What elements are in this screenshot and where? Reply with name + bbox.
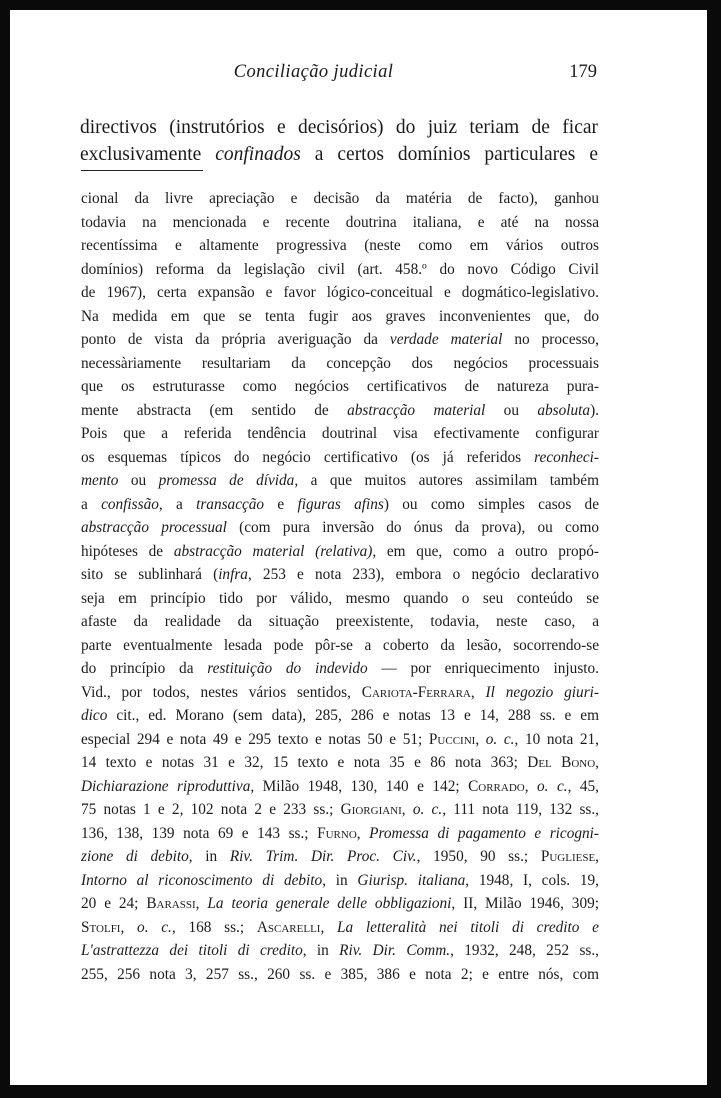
footnote-line-segment: , II, Milão 1946, 309;: [451, 895, 599, 912]
footnote-line-segment: de 1967), certa expansão e favor lógico-conceitual e dogmático-legislativo.: [81, 284, 599, 301]
footnote-line-segment: a: [81, 495, 102, 513]
footnote-line-segment: verdade material: [389, 331, 503, 348]
footnote-line: [81, 963, 599, 987]
footnote-line-segment: ,: [524, 777, 538, 795]
footnote-line-segment: Na medida em que se tenta fugir aos graves inconvenientes que, do: [81, 307, 599, 325]
footnote-line-segment: Corrado: [468, 777, 525, 795]
footnote-line-segment: , 168 ss.;: [171, 918, 257, 936]
footnote-line-segment: figuras afins: [297, 495, 384, 513]
footnote-line-segment: ,: [356, 824, 370, 842]
body-line-segment: a certos domínios particulares e: [300, 144, 598, 165]
footnote-line-segment: do princípio da: [81, 660, 208, 677]
page-number: 179: [569, 62, 597, 82]
footnote-line-segment: , a: [158, 495, 197, 513]
footnote-line: [81, 916, 599, 940]
footnote-line-segment: — por enriquecimento injusto.: [367, 660, 600, 677]
footnote-line-segment: parte eventualmente lesada pode pôr-se a coberto da lesão, socorrendo-se: [81, 636, 599, 654]
footnote-line-segment: zione di debito: [81, 848, 189, 865]
footnote-line-segment: , 45,: [567, 777, 599, 795]
footnote-line-segment: ,: [195, 895, 208, 912]
footnote-line: [81, 939, 599, 963]
body-line-segment: directivos (instrutórios e decisórios) do juiz teriam de ficar: [80, 117, 598, 138]
footnote-line-segment: Cariota-Ferrara: [361, 683, 471, 701]
footnote: [81, 187, 599, 986]
footnote-line-segment: o. c.: [412, 801, 443, 818]
footnote-line-segment: infra: [218, 566, 248, 583]
footnote-line-segment: promessa de dívida: [158, 472, 295, 489]
footnote-line: [81, 305, 599, 329]
footnote-line: [81, 775, 599, 799]
body-line: [80, 141, 598, 168]
running-title: Conciliação judicial: [233, 62, 394, 82]
footnote-line-segment: todavia na mencionada e recente doutrina italiana, e até na nossa: [81, 213, 599, 231]
footnote-line-segment: Promessa di pagamento e ricogni-: [369, 824, 599, 842]
footnote-line-segment: especial 294 e nota 49 e 295 texto e notas 50 e 51;: [81, 730, 429, 748]
footnote-line-segment: mento: [81, 472, 119, 489]
footnote-line-segment: confissão: [101, 495, 159, 513]
footnote-line-segment: transacção: [196, 495, 265, 513]
footnote-line-segment: (com pura inversão do ónus da prova), ou como: [226, 519, 600, 536]
footnote-line: [81, 845, 599, 869]
footnote-line: [81, 822, 599, 846]
footnote-line-segment: , 1932, 248, 252 ss.,: [450, 942, 600, 959]
body-line: [80, 114, 598, 141]
footnote-line: [81, 234, 599, 258]
footnote-line-segment: ,: [401, 801, 413, 818]
footnote-line-segment: Intorno al riconoscimento di debito: [81, 871, 323, 889]
footnote-line-segment: Furno: [317, 824, 357, 842]
footnote-line-segment: , 253 e nota 233), embora o negócio declarativo: [247, 566, 599, 583]
footnote-line-segment: Dichiarazione riproduttiva: [81, 777, 251, 795]
footnote-line-segment: ,: [470, 683, 486, 701]
main-text: [80, 114, 598, 168]
footnote-line: [81, 399, 599, 423]
footnote-line-segment: Pugliese: [540, 848, 596, 865]
footnote-line: [81, 657, 599, 681]
footnote-line-segment: , in: [322, 871, 358, 889]
footnote-line-segment: restituição do indevido: [207, 660, 368, 677]
footnote-line-segment: Vid., por todos, nestes vários sentidos,: [81, 683, 362, 701]
footnote-line: [81, 681, 599, 705]
body-line-segment: confinados: [215, 144, 301, 165]
footnote-line-segment: ,: [595, 754, 599, 771]
footnote-line: [81, 258, 599, 282]
footnote-line-segment: reconheci-: [534, 448, 599, 466]
footnote-line-segment: , 1950, 90 ss.;: [416, 848, 541, 865]
footnote-line-segment: ponto de vista da própria averiguação da: [81, 331, 390, 348]
footnote-line: [81, 869, 599, 893]
footnote-line-segment: 75 notas 1 e 2, 102 nota 2 e 233 ss.;: [81, 801, 341, 818]
footnote-line-segment: necessàriamente resultariam da concepção dos negócios processuais: [81, 354, 599, 372]
footnote-line-segment: e: [264, 495, 298, 513]
footnote-line-segment: dico: [81, 707, 108, 724]
footnote-divider: [81, 170, 203, 171]
footnote-line-segment: 255, 256 nota 3, 257 ss., 260 ss. e 385, 386 e nota 2; e entre nós, com: [81, 965, 599, 983]
footnote-line-segment: , in: [302, 942, 340, 959]
footnote-line-segment: L'astrattezza dei titoli di credito: [81, 942, 303, 959]
footnote-line-segment: hipóteses de: [81, 542, 174, 560]
footnote-line-segment: , em que, como a outro propó-: [372, 542, 599, 560]
footnote-line-segment: 20 e 24;: [81, 895, 147, 912]
footnote-line: [81, 352, 599, 376]
footnote-line-segment: absoluta: [537, 401, 591, 419]
footnote-line-segment: abstracção material: [347, 401, 486, 419]
footnote-line: [81, 610, 599, 634]
footnote-line-segment: no processo,: [502, 331, 600, 348]
footnote-line-segment: ,: [120, 918, 138, 936]
footnote-line-segment: Giurisp. italiana: [357, 871, 466, 889]
footnote-line-segment: La teoria generale delle obbligazioni: [207, 895, 452, 912]
footnote-line-segment: Giorgiani: [340, 801, 402, 818]
footnote-line-segment: Riv. Trim. Dir. Proc. Civ.: [229, 848, 417, 865]
footnote-line-segment: , 10 nota 21,: [514, 730, 599, 748]
footnote-line: [81, 375, 599, 399]
footnote-line: [81, 587, 599, 611]
footnote-line: [81, 540, 599, 564]
footnote-line-segment: afaste da realidade da situação preexistente, todavia, neste caso, a: [81, 613, 599, 630]
footnote-line: [81, 634, 599, 658]
footnote-line-segment: domínios) reforma da legislação civil (art. 458.º do novo Código Civil: [81, 260, 599, 278]
footnote-line-segment: seja em princípio tido por válido, mesmo quando o seu conteúdo se: [81, 589, 599, 607]
footnote-line-segment: , in: [188, 848, 230, 865]
footnote-line-segment: ,: [595, 848, 599, 865]
footnote-line-segment: o. c.: [137, 918, 172, 936]
footnote-line: [81, 493, 599, 517]
footnote-line-segment: Del Bono: [527, 754, 596, 771]
footnote-line-segment: abstracção material (relativa): [173, 542, 373, 560]
footnote-line-segment: La letteralità nei titoli di credito e: [337, 918, 599, 936]
footnote-line: [81, 728, 599, 752]
footnote-line-segment: o. c.: [537, 777, 568, 795]
footnote-line: [81, 422, 599, 446]
footnote-line: [81, 328, 599, 352]
footnote-line-segment: ou: [118, 472, 159, 489]
footnote-line: [81, 187, 599, 211]
footnote-line-segment: recentíssima e altamente progressiva (neste como em vários outros: [81, 237, 599, 254]
footnote-line-segment: mente abstracta (em sentido de: [81, 401, 348, 419]
footnote-line-segment: o. c.: [485, 730, 515, 748]
footnote-line-segment: cit., ed. Morano (sem data), 285, 286 e notas 13 e 14, 288 ss. e em: [107, 707, 599, 724]
footnote-line-segment: Il negozio giuri-: [485, 683, 599, 701]
footnote-line-segment: Barassi: [146, 895, 196, 912]
footnote-line: [81, 704, 599, 728]
page-header: [10, 62, 707, 92]
footnote-line-segment: ,: [320, 918, 338, 936]
footnote-line-segment: Ascarelli: [256, 918, 321, 936]
footnote-line-segment: cional da livre apreciação e decisão da matéria de facto), ganhou: [81, 190, 599, 207]
body-line-segment: exclusivamente: [80, 144, 216, 165]
footnote-line-segment: ) ou como simples casos de: [383, 495, 599, 513]
footnote-line-segment: Stolfi: [81, 918, 121, 936]
footnote-line: [81, 798, 599, 822]
footnote-line-segment: 14 texto e notas 31 e 32, 15 texto e nota 35 e 86 nota 363;: [81, 754, 528, 771]
footnote-line-segment: abstracção processual: [81, 519, 227, 536]
footnote-line: [81, 281, 599, 305]
footnote-line-segment: Pois que a referida tendência doutrinal visa efectivamente configurar: [81, 425, 599, 442]
footnote-line-segment: , 1948, I, cols. 19,: [465, 871, 599, 889]
footnote-line-segment: , Milão 1948, 130, 140 e 142;: [250, 777, 469, 795]
footnote-line-segment: , a que muitos autores assimilam também: [294, 472, 599, 489]
footnote-line: [81, 892, 599, 916]
book-page: [10, 10, 707, 1085]
footnote-line-segment: , 111 nota 119, 132 ss.,: [442, 801, 599, 818]
footnote-line: [81, 563, 599, 587]
footnote-line-segment: 136, 138, 139 nota 69 e 143 ss.;: [81, 824, 318, 842]
footnote-line: [81, 446, 599, 470]
footnote-line-segment: Riv. Dir. Comm.: [339, 942, 451, 959]
footnote-line-segment: ).: [590, 401, 599, 419]
footnote-line: [81, 211, 599, 235]
footnote-line-segment: os esquemas típicos do negócio certificativo (os já referidos: [81, 448, 535, 466]
footnote-line: [81, 516, 599, 540]
footnote-line-segment: que os estruturasse como negócios certificativos de natureza pura-: [81, 378, 599, 395]
footnote-line-segment: ,: [475, 730, 486, 748]
footnote-line: [81, 469, 599, 493]
footnote-line-segment: sito se sublinhará (: [81, 566, 219, 583]
footnote-line: [81, 751, 599, 775]
footnote-line-segment: ou: [485, 401, 538, 419]
footnote-line-segment: Puccini: [428, 730, 476, 748]
